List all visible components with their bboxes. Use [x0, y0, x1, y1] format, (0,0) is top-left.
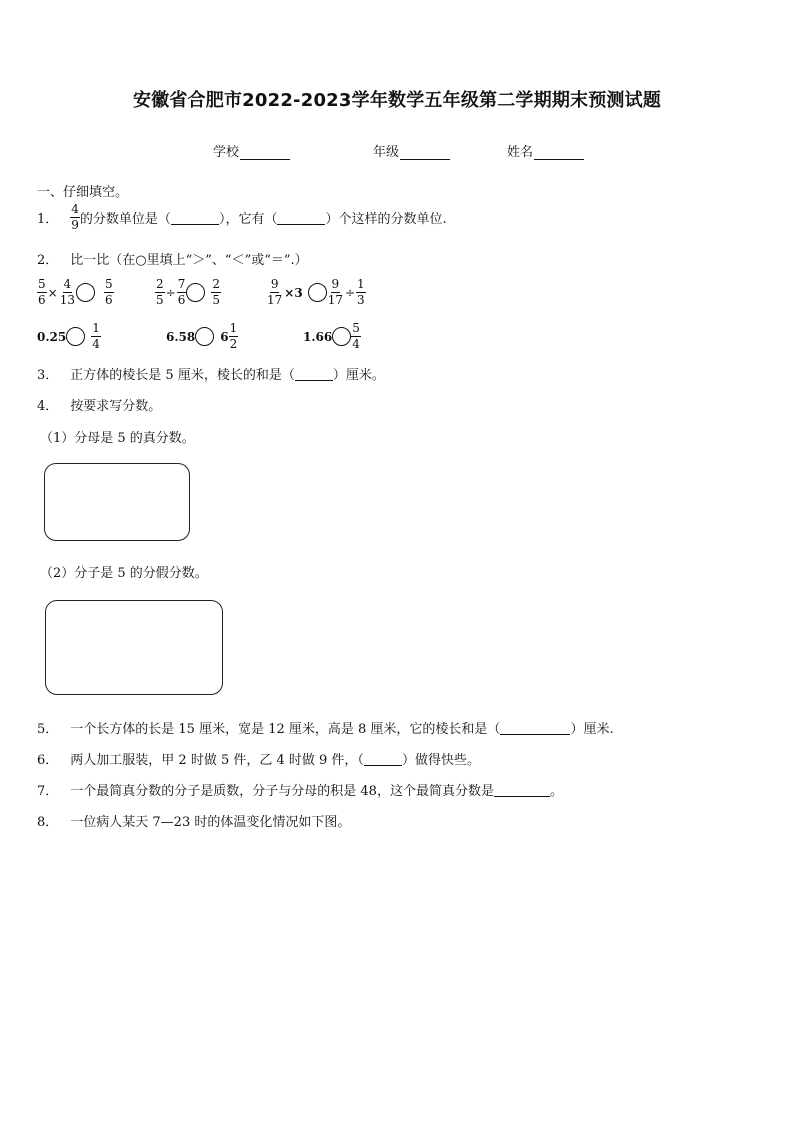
q4-sub2: （2）分子是 5 的分假分数。 [40, 566, 208, 581]
question-5 [37, 718, 614, 737]
name-field[interactable] [507, 141, 584, 160]
denominator: 3 [357, 293, 365, 307]
page-title: 安徽省合肥市2022-2023学年数学五年级第二学期期末预测试题 [132, 90, 662, 111]
question-number: 4． [37, 399, 59, 414]
q1-answer-blank-1[interactable] [171, 211, 219, 225]
denominator: 4 [92, 337, 100, 351]
numerator: 9 [270, 277, 279, 291]
compare-item-2 [155, 278, 221, 307]
q8-text: 一位病人某天 7—23 时的体温变化情况如下图。 [70, 815, 351, 830]
numerator: 1 [357, 277, 365, 291]
question-7 [37, 780, 563, 799]
operator: × [47, 285, 58, 300]
numerator: 1 [229, 321, 238, 335]
compare-item-3 [266, 278, 366, 307]
numerator: 4 [63, 277, 72, 291]
numerator: 4 [71, 202, 79, 216]
numerator: 7 [177, 277, 186, 291]
question-number: 8． [37, 815, 59, 830]
q7-answer-blank[interactable] [494, 783, 550, 797]
operator: ÷ [344, 285, 356, 300]
decimal-value: 0.25 [37, 329, 67, 344]
denominator: 9 [71, 218, 79, 232]
denominator: 17 [327, 293, 343, 307]
q1-text-c: ）个这样的分数单位. [325, 212, 447, 227]
q4-answer-box-2[interactable] [45, 600, 223, 695]
q6-text-b: ）做得快些。 [401, 753, 480, 768]
question-4 [37, 395, 161, 414]
q3-text-b: ）厘米。 [332, 368, 385, 383]
denominator: 6 [38, 293, 46, 307]
q6-text-a: 两人加工服装，甲 2 时做 5 件，乙 4 时做 9 件，（ [70, 753, 364, 768]
denominator: 6 [104, 293, 113, 307]
denominator: 5 [212, 293, 220, 307]
denominator: 17 [267, 293, 283, 307]
q4-text: 按要求写分数。 [70, 399, 162, 414]
q4-sub1: （1）分母是 5 的真分数。 [40, 431, 195, 446]
q4-answer-box-1[interactable] [44, 463, 190, 541]
denominator: 4 [352, 337, 360, 351]
q5-answer-blank[interactable] [500, 721, 570, 735]
compare-item-5 [166, 322, 238, 351]
compare-circle[interactable] [186, 283, 205, 302]
compare-circle[interactable] [308, 283, 327, 302]
q7-text-a: 一个最简真分数的分子是质数，分子与分母的积是 48，这个最简真分数是 [70, 784, 494, 799]
denominator: 5 [156, 293, 164, 307]
q5-text-a: 一个长方体的长是 15 厘米，宽是 12 厘米，高是 8 厘米，它的棱长和是（ [70, 722, 501, 737]
name-label: 姓名 [507, 145, 534, 160]
school-blank[interactable] [240, 147, 290, 160]
question-number: 6． [37, 753, 59, 768]
denominator: 2 [229, 337, 238, 351]
compare-circle[interactable] [332, 327, 351, 346]
decimal-value: 6.58 [166, 329, 196, 344]
question-number: 7． [37, 784, 59, 799]
section-heading: 一、仔细填空。 [37, 185, 129, 200]
question-1 [37, 203, 447, 232]
compare-circle[interactable] [76, 283, 95, 302]
compare-circle[interactable] [66, 327, 85, 346]
question-2 [37, 249, 308, 268]
fraction [70, 203, 80, 232]
grade-blank[interactable] [400, 147, 450, 160]
q1-text-a: 的分数单位是（ [79, 212, 171, 227]
name-blank[interactable] [534, 147, 584, 160]
q6-answer-blank[interactable] [364, 752, 402, 766]
numerator: 2 [212, 277, 220, 291]
numerator: 9 [331, 277, 340, 291]
q7-text-b: 。 [549, 784, 563, 799]
question-number: 1． [37, 212, 59, 227]
school-field[interactable] [213, 141, 290, 160]
compare-circle[interactable] [195, 327, 214, 346]
q1-text-b: ），它有（ [218, 212, 278, 227]
operator: ÷ [165, 285, 176, 300]
numerator: 5 [104, 277, 113, 291]
question-number: 5． [37, 722, 59, 737]
denominator: 13 [59, 293, 75, 307]
numerator: 5 [352, 321, 360, 335]
question-3 [37, 364, 385, 383]
q3-answer-blank[interactable] [295, 367, 333, 381]
grade-label: 年级 [373, 145, 400, 160]
q2-text: 比一比（在○里填上“＞”、“＜”或“＝”.） [70, 253, 308, 268]
compare-item-6 [303, 322, 361, 351]
q3-text-a: 正方体的棱长是 5 厘米，棱长的和是（ [70, 368, 295, 383]
compare-item-1 [37, 278, 114, 307]
question-number: 2． [37, 253, 59, 268]
q1-answer-blank-2[interactable] [277, 211, 325, 225]
numerator: 2 [156, 277, 164, 291]
whole-number: 6 [220, 329, 229, 344]
question-6 [37, 749, 480, 768]
numerator: 1 [92, 321, 100, 335]
decimal-value: 1.66 [303, 329, 333, 344]
school-label: 学校 [213, 145, 240, 160]
question-number: 3． [37, 368, 59, 383]
compare-item-4 [37, 322, 101, 351]
denominator: 6 [177, 293, 186, 307]
operator: ×3 [284, 285, 303, 300]
grade-field[interactable] [373, 141, 450, 160]
numerator: 5 [38, 277, 46, 291]
q5-text-b: ）厘米. [570, 722, 614, 737]
question-8 [37, 811, 350, 830]
